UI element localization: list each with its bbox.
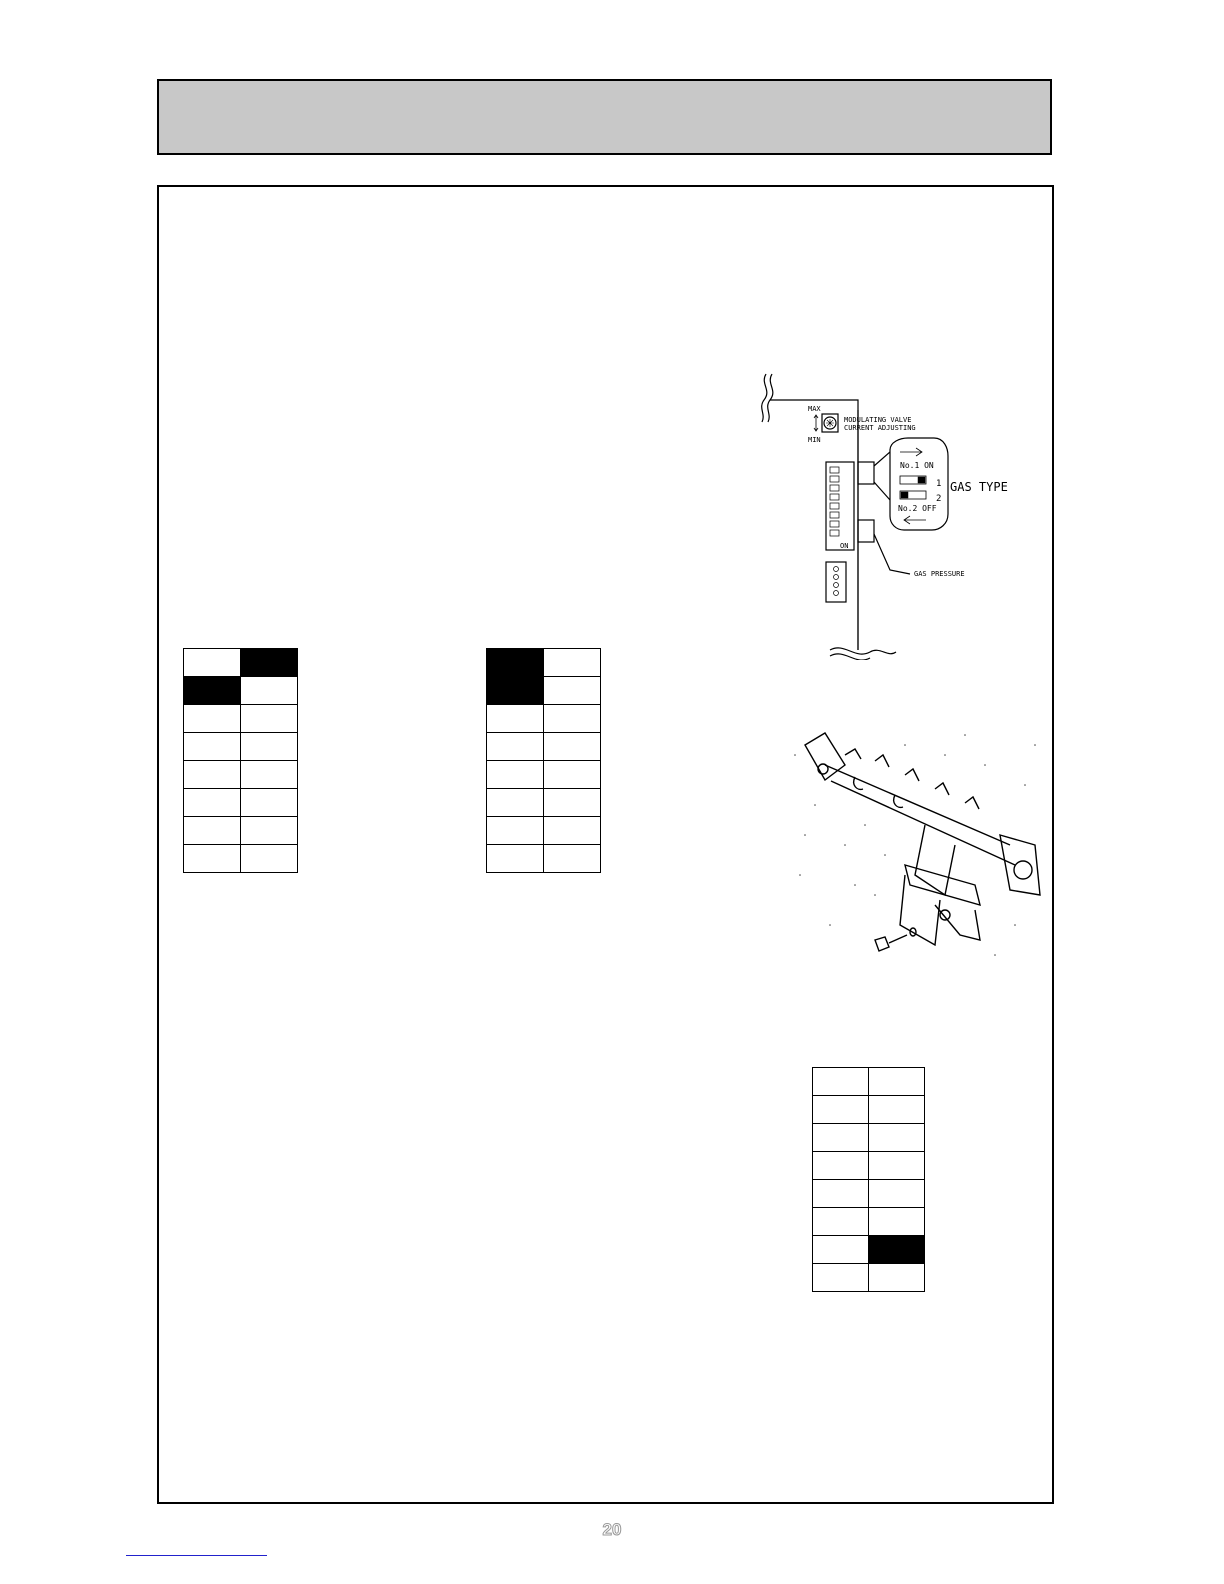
gas-type-label: GAS TYPE [950, 480, 1008, 494]
table-cell [544, 845, 601, 873]
on-label: ON [840, 542, 849, 550]
max-label: MAX [808, 405, 821, 413]
section-header-bar [157, 79, 1052, 155]
table-cell [241, 789, 298, 817]
table-cell [544, 705, 601, 733]
table-cell [184, 677, 241, 705]
table-row [487, 705, 601, 733]
table-cell [813, 1096, 869, 1124]
table-cell [184, 761, 241, 789]
table-cell [241, 677, 298, 705]
table-row [813, 1096, 925, 1124]
table-right-body [813, 1068, 925, 1292]
table-cell [487, 705, 544, 733]
table-row [813, 1236, 925, 1264]
table-cell [544, 817, 601, 845]
table-cell [241, 733, 298, 761]
footer-link[interactable] [126, 1555, 267, 1556]
min-label: MIN [808, 436, 821, 444]
table-row [184, 733, 298, 761]
no1-label: No.1 ON [900, 461, 934, 470]
table-row [487, 789, 601, 817]
table-row [813, 1180, 925, 1208]
table-cell [813, 1208, 869, 1236]
table-cell [813, 1068, 869, 1096]
table-cell [869, 1264, 925, 1292]
table-left-body [184, 649, 298, 873]
table-cell [184, 649, 241, 677]
table-row [813, 1124, 925, 1152]
switch2-number: 2 [936, 494, 942, 504]
table-cell [184, 845, 241, 873]
gas-pressure-label: GAS PRESSURE [914, 570, 965, 578]
table-cell [184, 705, 241, 733]
table-cell [184, 789, 241, 817]
pcb-switch-diagram [750, 370, 1040, 660]
table-row [487, 761, 601, 789]
table-cell [487, 761, 544, 789]
table-cell [813, 1236, 869, 1264]
table-cell [241, 705, 298, 733]
table-row [813, 1208, 925, 1236]
table-cell [544, 649, 601, 677]
table-cell [241, 761, 298, 789]
table-row [813, 1152, 925, 1180]
setting-table-right [812, 1067, 925, 1292]
table-row [487, 649, 601, 677]
table-row [813, 1264, 925, 1292]
valve-label-line2: CURRENT ADJUSTING [844, 424, 916, 432]
table-cell [869, 1124, 925, 1152]
table-cell [813, 1152, 869, 1180]
table-cell [487, 817, 544, 845]
table-cell [544, 761, 601, 789]
setting-table-middle [486, 648, 601, 873]
table-cell [487, 649, 544, 677]
table-row [487, 677, 601, 705]
table-cell [241, 845, 298, 873]
table-row [487, 817, 601, 845]
table-row [184, 845, 298, 873]
table-cell [487, 677, 544, 705]
table-cell [184, 733, 241, 761]
table-row [184, 649, 298, 677]
table-row [487, 733, 601, 761]
table-row [184, 789, 298, 817]
setting-table-left [183, 648, 298, 873]
table-row [813, 1068, 925, 1096]
table-cell [487, 845, 544, 873]
table-row [487, 845, 601, 873]
table-cell [241, 817, 298, 845]
table-cell [869, 1236, 925, 1264]
valve-label-line1: MODULATING VALVE [844, 416, 912, 424]
table-cell [869, 1208, 925, 1236]
page-number: 20 [602, 1520, 622, 1539]
table-cell [813, 1124, 869, 1152]
table-cell [869, 1068, 925, 1096]
table-row [184, 817, 298, 845]
table-cell [544, 789, 601, 817]
table-cell [813, 1264, 869, 1292]
switch1-number: 1 [936, 479, 942, 489]
table-cell [487, 789, 544, 817]
table-cell [869, 1096, 925, 1124]
table-cell [544, 677, 601, 705]
table-middle-body [487, 649, 601, 873]
no2-label: No.2 OFF [898, 504, 937, 513]
table-cell [544, 733, 601, 761]
burner-manifold-illustration [785, 725, 1045, 970]
table-cell [487, 733, 544, 761]
table-row [184, 705, 298, 733]
table-row [184, 677, 298, 705]
table-row [184, 761, 298, 789]
table-cell [869, 1180, 925, 1208]
table-cell [869, 1152, 925, 1180]
table-cell [813, 1180, 869, 1208]
table-cell [241, 649, 298, 677]
table-cell [184, 817, 241, 845]
